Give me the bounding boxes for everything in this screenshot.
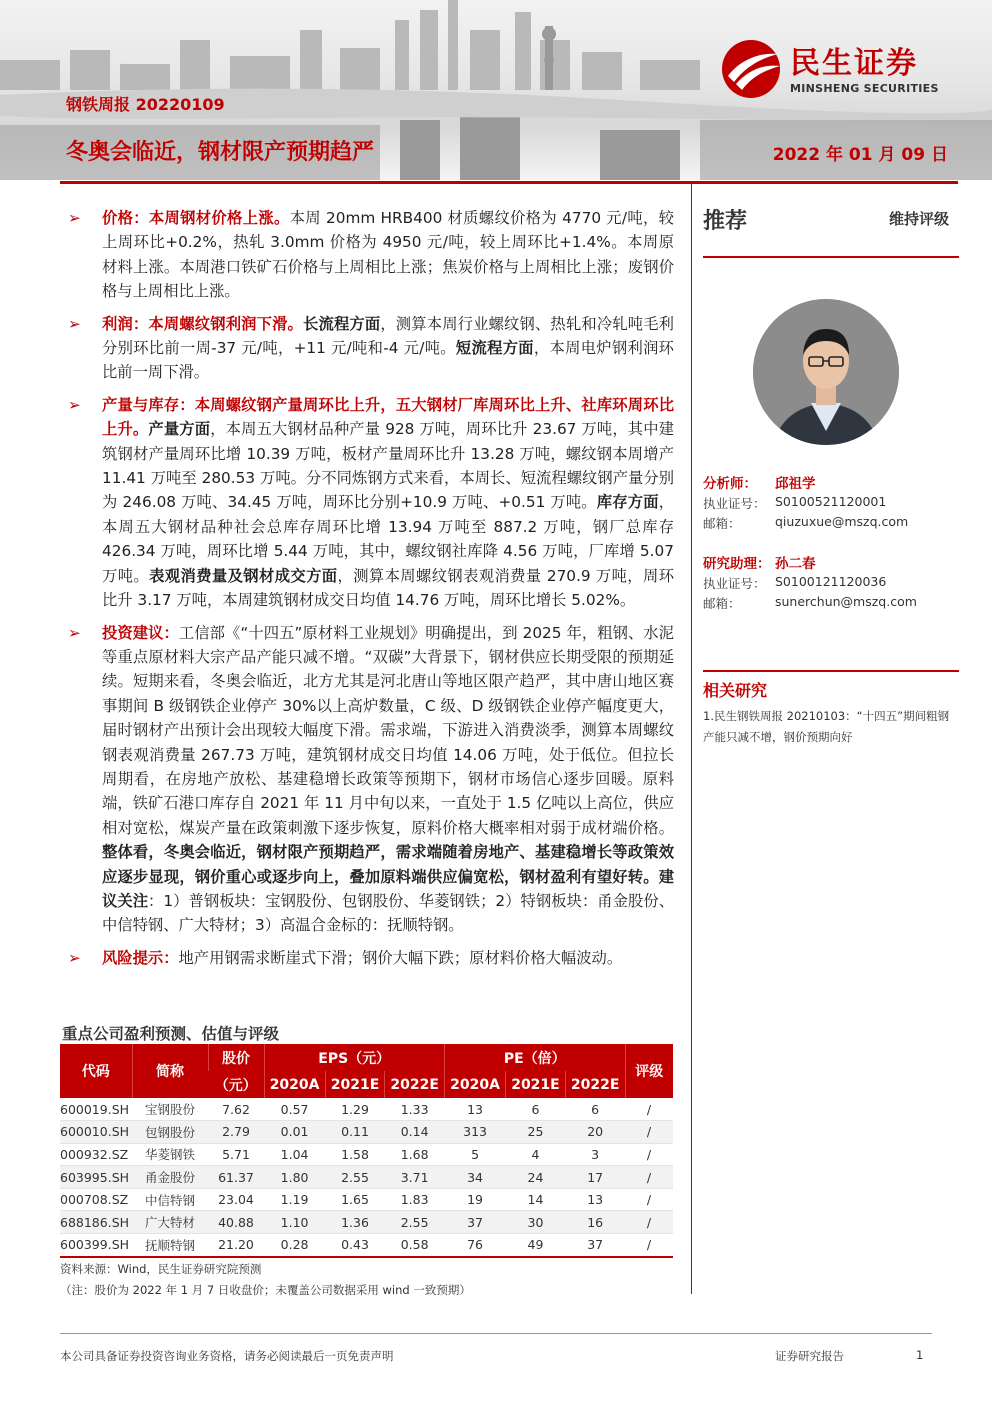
report-date: 2022 年 01 月 09 日 [772,145,948,165]
table-cell: 76 [444,1234,505,1257]
col-pe-2021: 2021E [506,1071,566,1098]
table-cell: 1.83 [385,1188,445,1211]
table-cell: 603995.SH [60,1166,132,1189]
table-row [60,1143,673,1166]
summary-bullet [66,312,674,385]
bullet-text: 利润：本周螺纹钢利润下滑。 [102,314,304,333]
bullet-text: 产量方面 [148,420,211,439]
summary-section [66,206,674,978]
bullet-text: 表观消费量及钢材成交方面 [149,566,338,585]
rating-status: 维持评级 [888,210,949,228]
bullet-text: ，本周五大钢材品种产量 928 万吨，周环比升 23.67 万吨，其中建筑钢材产量周环比增 10.39 万吨，板材产量周环比升 13.28 万吨，螺纹钢本周增产 11.41 万吨至 280.53 万吨。分不同炼钢方式来看，本周长、短流程螺纹钢产量分别为 246.08 万吨、34.45 万吨，周环比分别+10.9 万吨、+0.51 万吨。 [102,420,674,512]
table-bottom-rule [60,1256,673,1258]
table-cell: / [625,1211,673,1234]
table-cell: 688186.SH [60,1211,132,1234]
col-pe-2022: 2022E [565,1071,625,1098]
logo-text-en: MINSHENG SECURITIES [790,82,939,95]
assistant-email-label: 邮箱： [703,596,741,611]
col-code: 代码 [60,1044,132,1098]
column-divider [691,184,692,1294]
table-cell: 3 [565,1143,625,1166]
forecast-table [60,1044,673,1257]
assistant-cert-label: 执业证号： [703,576,766,591]
table-cell: 1.19 [264,1188,325,1211]
minsheng-logo [720,38,965,98]
header-banner [0,0,992,180]
table-cell: 7.62 [208,1098,264,1121]
assistant-name: 孙二春 [775,556,816,572]
table-cell: 华菱钢铁 [132,1143,208,1166]
table-cell: 1.80 [264,1166,325,1189]
table-cell: 0.58 [385,1234,445,1257]
table-cell: 600019.SH [60,1098,132,1121]
bullet-text: ，测算本周行业螺纹钢、热轧和冷轧吨毛利分别环比前一周-37 元/吨，+11 元/吨和-4 元/吨。 [102,314,674,358]
table-cell: 3.71 [385,1166,445,1189]
table-cell: 600010.SH [60,1121,132,1144]
analyst-email[interactable]: qiuzuxue@mszq.com [775,514,909,529]
bullet-text: ，测算本周螺纹钢表观消费量 270.9 万吨，周环比升 3.17 万吨，本周建筑钢材成交日均值 14.76 万吨，周环比增长 5.02%。 [102,566,674,610]
summary-bullet [66,621,674,938]
table-cell: 4 [506,1143,566,1166]
bullet-arrow-icon: ➢ [68,395,81,414]
table-cell: 40.88 [208,1211,264,1234]
bullet-text: 地产用钢需求断崖式下滑；钢价大幅下跌；原材料价格大幅波动。 [178,948,623,967]
table-row [60,1188,673,1211]
col-price-unit: （元） [208,1071,264,1098]
col-price: 股价 [208,1044,264,1071]
bullet-text: 价格：本周钢材价格上涨。 [102,209,290,227]
table-cell: 6 [565,1098,625,1121]
table-cell: 20 [565,1121,625,1144]
col-rating: 评级 [625,1044,673,1098]
summary-bullet [66,393,674,613]
analyst-cert: S0100521120001 [775,494,887,509]
table-cell: 16 [565,1211,625,1234]
table-cell: / [625,1098,673,1121]
rating: 推荐 [703,209,748,234]
report-tag: 钢铁周报 20220109 [66,95,225,114]
table-cell: 1.58 [325,1143,385,1166]
col-eps-2022: 2022E [385,1071,445,1098]
table-cell: 14 [506,1188,566,1211]
summary-bullet [66,946,674,970]
table-cell: 宝钢股份 [132,1098,208,1121]
minsheng-logo-icon [720,38,784,100]
table-cell: 0.14 [385,1121,445,1144]
table-cell: 0.28 [264,1234,325,1257]
table-cell: 中信特钢 [132,1188,208,1211]
bullet-text: ：1）普钢板块：宝钢股份、包钢股份、华菱钢铁；2）特钢板块：甬金股份、中信特钢、广大特材；3）高温合金标的：抚顺特钢。 [102,891,674,935]
analyst-cert-label: 执业证号： [703,496,766,511]
table-cell: / [625,1234,673,1257]
table-source-note: 资料来源：Wind，民生证券研究院预测 [60,1262,262,1276]
table-cell: 30 [506,1211,566,1234]
related-divider [703,670,959,672]
analyst-photo [753,299,899,445]
table-cell: 0.01 [264,1121,325,1144]
table-cell: 6 [506,1098,566,1121]
footer-disclaimer: 本公司具备证券投资咨询业务资格，请务必阅读最后一页免责声明 [60,1349,394,1363]
rating-divider [703,256,959,258]
col-pe-2020: 2020A [444,1071,505,1098]
report-title: 冬奥会临近，钢材限产预期趋严 [66,140,375,165]
table-cell: 19 [444,1188,505,1211]
assistant-cert: S0100121120036 [775,574,887,589]
analyst-name: 邱祖学 [775,476,816,492]
table-cell: 5 [444,1143,505,1166]
table-cell: 抚顺特钢 [132,1234,208,1257]
bullet-arrow-icon: ➢ [68,948,81,967]
table-cell: / [625,1166,673,1189]
table-cell: 0.43 [325,1234,385,1257]
page-number: 1 [916,1348,924,1362]
table-cell: 1.04 [264,1143,325,1166]
table-cell: / [625,1121,673,1144]
bullet-text: ，本周电炉钢利润环比前一周下滑。 [102,339,674,382]
table-cell: 61.37 [208,1166,264,1189]
table-cell: 包钢股份 [132,1121,208,1144]
assistant-role: 研究助理： [703,556,771,572]
footer-report-type: 证券研究报告 [775,1349,844,1363]
col-pe: PE（倍） [444,1044,625,1071]
bullet-text: 本周 20mm HRB400 材质螺纹价格为 4770 元/吨，较上周环比+0.2%，热轧 3.0mm 价格为 4950 元/吨，较上周环比+1.4%。本周原材料上涨。本周港口铁矿石价格与上周相比上涨；焦炭价格与上周相比上涨；废钢价格与上周相比上涨。 [102,209,674,301]
table-cell: 1.33 [385,1098,445,1121]
table-cell: 1.65 [325,1188,385,1211]
table-cell: 25 [506,1121,566,1144]
table-cell: 2.55 [325,1166,385,1189]
bullet-text: 产量与库存：本周螺纹钢产量周环比上升，五大钢材厂库周环比上升、社库环周环比上升。 [102,395,674,439]
bullet-text: ，本周五大钢材品种社会总库存周环比增 13.94 万吨至 887.2 万吨，钢厂总库存 426.34 万吨，周环比增 5.44 万吨，其中，螺纹钢社库降 4.56 万吨，厂库增 5.07 万吨。 [102,493,674,585]
bullet-arrow-icon: ➢ [68,623,81,642]
bullet-text: 投资建议： [102,623,179,642]
logo-text-cn: 民生证券 [790,46,918,81]
table-cell: / [625,1188,673,1211]
table-cell: 0.57 [264,1098,325,1121]
table-cell: 1.29 [325,1098,385,1121]
table-cell: 1.36 [325,1211,385,1234]
table-cell: 0.11 [325,1121,385,1144]
table-cell: 600399.SH [60,1234,132,1257]
table-cell: 49 [506,1234,566,1257]
analyst-email-label: 邮箱： [703,516,741,531]
table-row [60,1121,673,1144]
assistant-email[interactable]: sunerchun@mszq.com [775,594,917,609]
table-cell: / [625,1143,673,1166]
table-row [60,1098,673,1121]
bullet-arrow-icon: ➢ [68,209,81,227]
table-cell: 13 [444,1098,505,1121]
table-cell: 000708.SZ [60,1188,132,1211]
table-cell: 1.10 [264,1211,325,1234]
bullet-text: 库存方面 [596,493,659,512]
table-cell: 37 [565,1234,625,1257]
bullet-text: 工信部《“十四五”原材料工业规划》明确提出，到 2025 年，粗钢、水泥等重点原材料大宗产品产能只减不增。“双碳”大背景下，钢材供应长期受限的预期延续。短期来看，冬奥会临近，北方尤其是河北唐山等地区限产趋严，其中唐山地区赛事期间 B 级钢铁企业停产 30%以上高炉数量，C 级、D 级钢铁企业停产幅度更大，届时钢材产出预计会出现较大幅度下滑。需求端，下游进入消费淡季，测算本周螺纹钢表观消费量 267.73 万吨，建筑钢材成交日均值 14.06 万吨，处于低位。但拉长周期看，在房地产放松、基建稳增长政策等预期下，钢材市场信心逐步回暖。原料端，铁矿石港口库存自 2021 年 11 月中旬以来，一直处于 1.5 亿吨以上高位，供应相对宽松，煤炭产量在政策刺激下逐步恢复，原料价格大概率相对弱于成材端价格。 [102,623,674,837]
table-row [60,1166,673,1189]
col-name: 简称 [132,1044,208,1098]
table-cell: 广大特材 [132,1211,208,1234]
related-research-item[interactable]: 1.民生钢铁周报 20210103：“十四五”期间粗钢产能只减不增，钢价预期向好 [703,709,950,744]
table-cell: 2.55 [385,1211,445,1234]
table-cell: 13 [565,1188,625,1211]
table-row [60,1234,673,1257]
bullet-text: 长流程方面 [303,314,381,333]
bullet-text: 短流程方面 [455,339,534,358]
table-cell: 2.79 [208,1121,264,1144]
table-cell: 34 [444,1166,505,1189]
analyst-role: 分析师： [703,476,757,492]
table-cell: 313 [444,1121,505,1144]
col-eps-2020: 2020A [264,1071,325,1098]
summary-bullet [66,206,674,304]
table-price-note: （注：股价为 2022 年 1 月 7 日收盘价；未覆盖公司数据采用 wind 一致预期） [60,1283,471,1297]
bullet-arrow-icon: ➢ [68,314,81,333]
table-title: 重点公司盈利预测、估值与评级 [62,1025,280,1043]
table-cell: 37 [444,1211,505,1234]
related-research-title: 相关研究 [703,681,768,700]
footer-divider [60,1333,932,1334]
bullet-text: 风险提示： [102,948,179,967]
table-cell: 000932.SZ [60,1143,132,1166]
table-cell: 甬金股份 [132,1166,208,1189]
table-cell: 24 [506,1166,566,1189]
table-row [60,1211,673,1234]
table-cell: 5.71 [208,1143,264,1166]
table-cell: 1.68 [385,1143,445,1166]
table-cell: 21.20 [208,1234,264,1257]
col-eps: EPS（元） [264,1044,444,1071]
table-cell: 17 [565,1166,625,1189]
col-eps-2021: 2021E [325,1071,385,1098]
bullet-text: 整体看，冬奥会临近，钢材限产预期趋严，需求端随着房地产、基建稳增长等政策效应逐步显现，钢价重心或逐步向上，叠加原料端供应偏宽松，钢材盈利有望好转。建议关注 [102,843,674,910]
table-cell: 23.04 [208,1188,264,1211]
header-divider [60,181,958,184]
